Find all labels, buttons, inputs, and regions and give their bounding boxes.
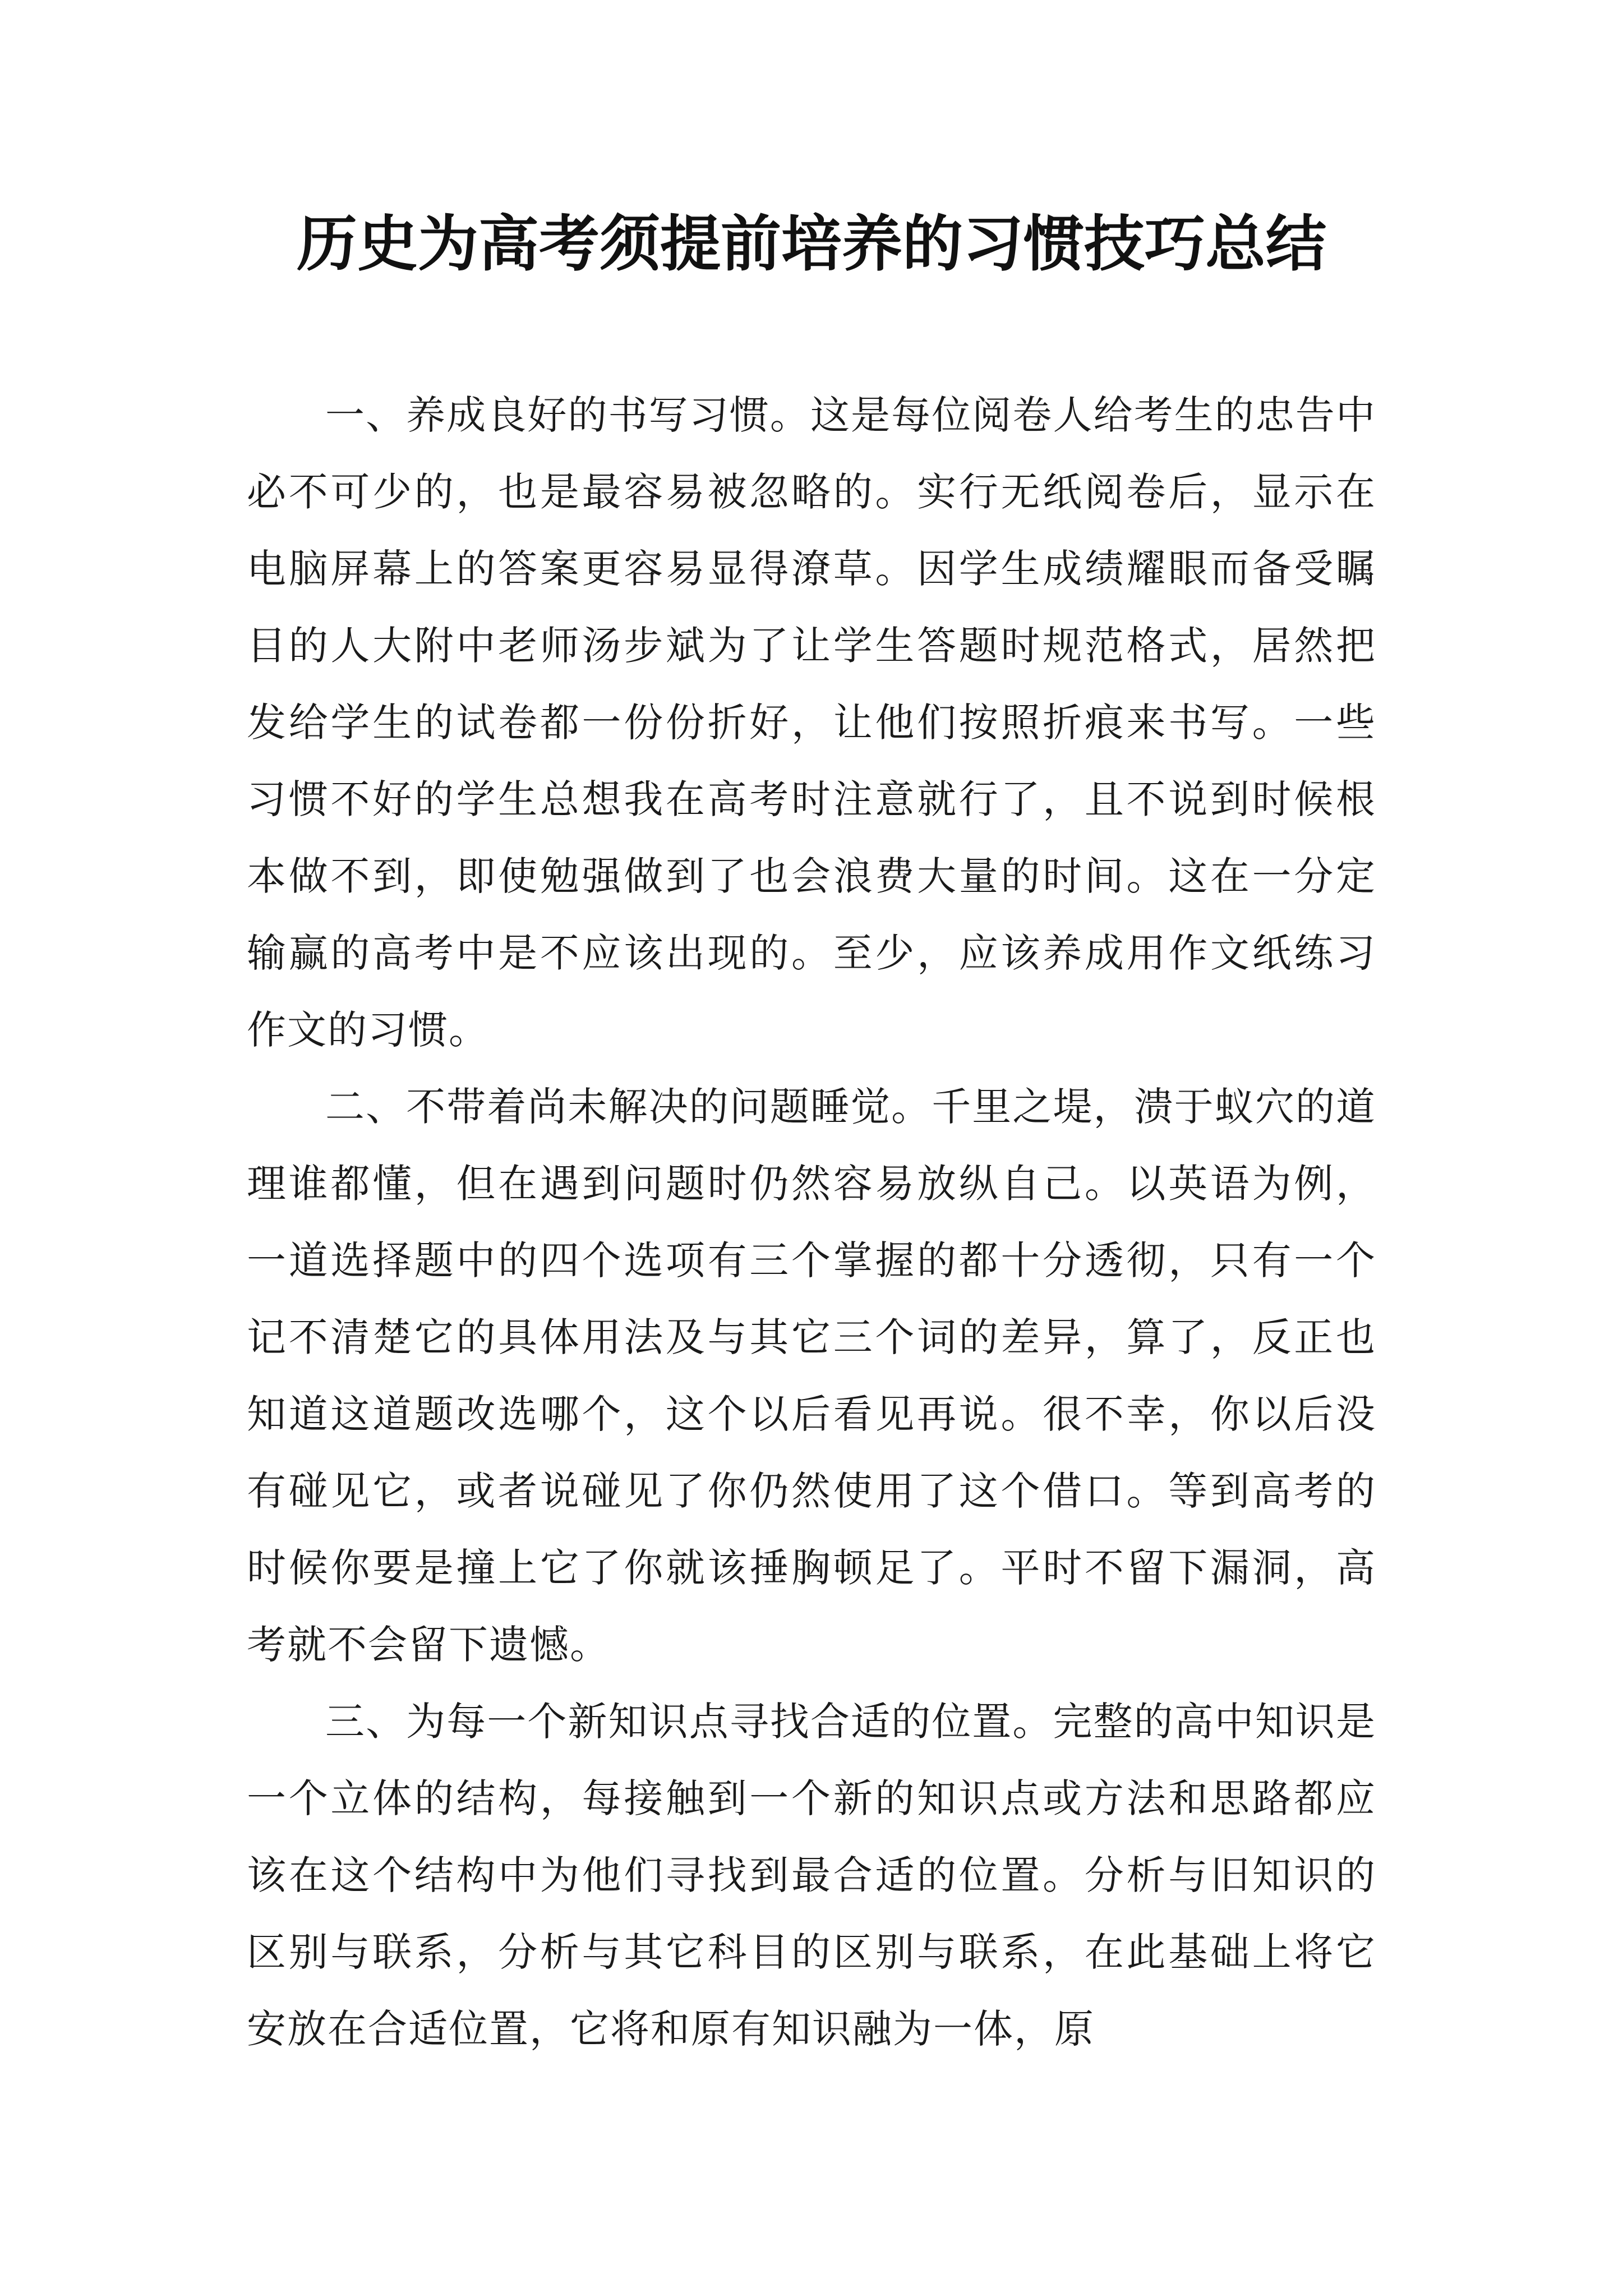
document-body (247, 377, 1376, 2068)
paragraph-3: 三、为每一个新知识点寻找合适的位置。完整的高中知识是一个立体的结构，每接触到一个新的知识点或方法和思路都应该在这个结构中为他们寻找到最合适的位置。分析与旧知识的区别与联系，分析与其它科目的区别与联系，在此基础上将它安放在合适位置，它将和原有知识融为一体，原 (247, 1699, 1376, 2052)
paragraph-2: 二、不带着尚未解决的问题睡觉。千里之堤，溃于蚁穴的道理谁都懂，但在遇到问题时仍然容易放纵自己。以英语为例，一道选择题中的四个选项有三个掌握的都十分透彻，只有一个记不清楚它的具体用法及与其它三个词的差异，算了，反正也知道这道题改选哪个，这个以后看见再说。很不幸，你以后没有碰见它，或者说碰见了你仍然使用了这个借口。等到高考的时候你要是撞上它了你就该捶胸顿足了。平时不留下漏洞，高考就不会留下遗憾。 (247, 1084, 1376, 1668)
paragraph-1: 一、养成良好的书写习惯。这是每位阅卷人给考生的忠告中必不可少的，也是最容易被忽略的。实行无纸阅卷后，显示在电脑屏幕上的答案更容易显得潦草。因学生成绩耀眼而备受瞩目的人大附中老师汤步斌为了让学生答题时规范格式，居然把发给学生的试卷都一份份折好，让他们按照折痕来书写。一些习惯不好的学生总想我在高考时注意就行了，且不说到时候根本做不到，即使勉强做到了也会浪费大量的时间。这在一分定输赢的高考中是不应该出现的。至少，应该养成用作文纸练习作文的习惯。 (247, 392, 1376, 1053)
document-title: 历史为高考须提前培养的习惯技巧总结 (296, 209, 1326, 279)
